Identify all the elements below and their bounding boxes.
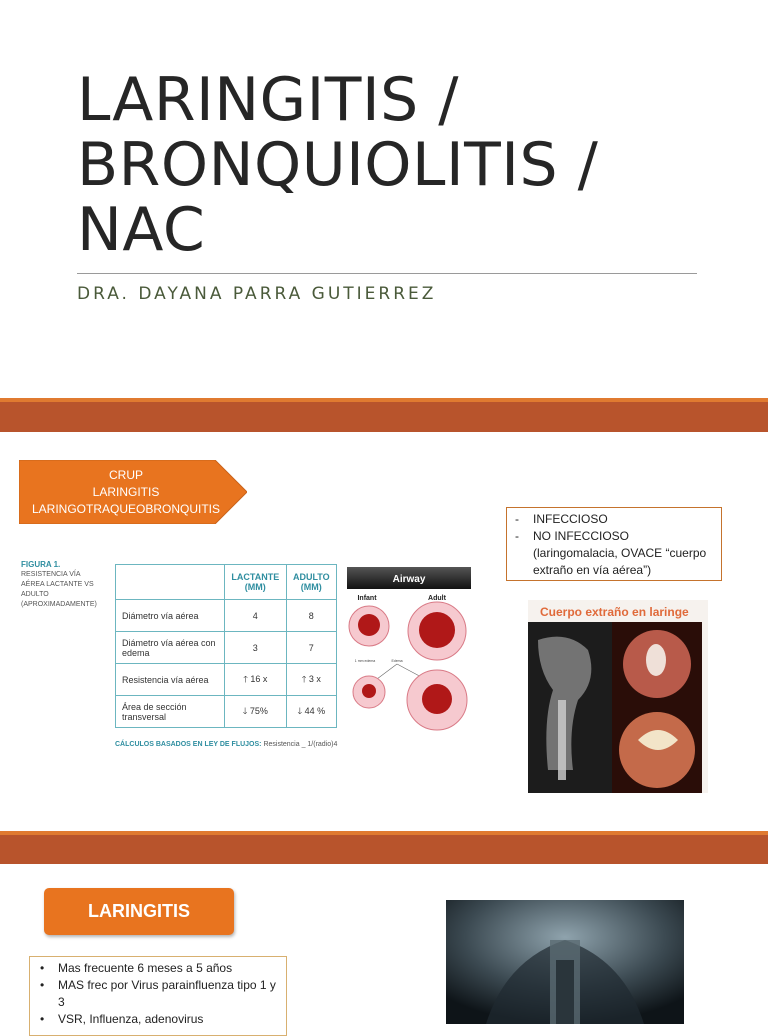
table-cell: Resistencia vía aérea [116,664,225,696]
slide-title [77,65,717,265]
table-cell: 4 [225,600,287,632]
figure-caption-text: RESISTENCIA VÍA AÉREA LACTANTE VS ADULTO (APROXIMADAMENTE) [21,571,97,608]
table-cell: Área de sección transversal [116,696,225,728]
title-line-2: BRONQUIOLITIS / [77,130,599,200]
list-item: • VSR, Influenza, adenovirus [40,1012,204,1026]
adult-airway-lumen [419,612,455,648]
edema-label: Edema [391,659,403,663]
table-row [116,664,337,696]
title-line-3: NAC [77,195,206,265]
infant-edema-lumen [362,684,376,698]
table-header-row [116,565,337,600]
adult-label: Adult [428,595,446,602]
etiology-box [506,507,722,581]
table-header-cell: ADULTO (MM) [286,565,336,600]
table-cell: 🡓 75% [225,696,287,728]
neck-xray-image [446,900,684,1024]
etiology-item: - NO INFECCIOSO (laringomalacia, OVACE “cuerpo extraño en vía aérea”) [515,529,707,577]
infant-airway-lumen [358,614,380,636]
infant-label: Infant [357,595,377,602]
adult-edema-lumen [422,684,452,714]
list-item: • Mas frecuente 6 meses a 5 años [40,961,233,975]
list-item: • MAS frec por Virus parainfluenza tipo 1 y 3 [40,978,276,1009]
table-header-cell [116,565,225,600]
table-cell: Diámetro vía aérea [116,600,225,632]
foreign-body-photos [528,600,708,793]
table-cell: 🡑 3 x [286,664,336,696]
chevron-line-laringotraqueobronquitis: LARINGOTRAQUEOBRONQUITIS [31,502,221,516]
table-cell: 3 [225,632,287,664]
edema-pointer [377,664,397,679]
table-cell: 7 [286,632,336,664]
table-cell: Diámetro vía aérea con edema [116,632,225,664]
table-row [116,632,337,664]
table-cell: 8 [286,600,336,632]
slide-divider-band [0,835,768,864]
table-header-cell: LACTANTE (MM) [225,565,287,600]
laringitis-bullets [29,956,287,1036]
table-row [116,600,337,632]
chevron-line-laringitis: LARINGITIS [92,485,160,499]
figure-caption [21,560,101,610]
table-cell: 🡑 16 x [225,664,287,696]
table-cell: 🡓 44 % [286,696,336,728]
edema-label-small: 1 mm edema [354,659,376,663]
author-subtitle: DRA. DAYANA PARRA GUTIERREZ [77,284,437,304]
figure-label: FIGURA 1. [21,560,61,569]
etiology-item: - INFECCIOSO [515,512,608,526]
crup-chevron-text [22,467,230,518]
title-line-1: LARINGITIS / [77,65,460,135]
chevron-line-crup: CRUP [108,468,143,482]
flow-law-note: CÁLCULOS BASADOS EN LEY DE FLUJOS: Resistencia _ 1/(radio)4 [115,741,338,748]
airway-resistance-table [115,564,337,728]
foreign-body-image [528,600,708,793]
airway-diagram [347,567,471,739]
foreign-body-title: Cuerpo extraño en laringe [540,605,689,619]
laringitis-heading-button: LARINGITIS [44,888,234,935]
slide-divider-band [0,402,768,432]
airway-title: Airway [392,574,426,585]
title-divider [77,273,697,274]
table-row [116,696,337,728]
